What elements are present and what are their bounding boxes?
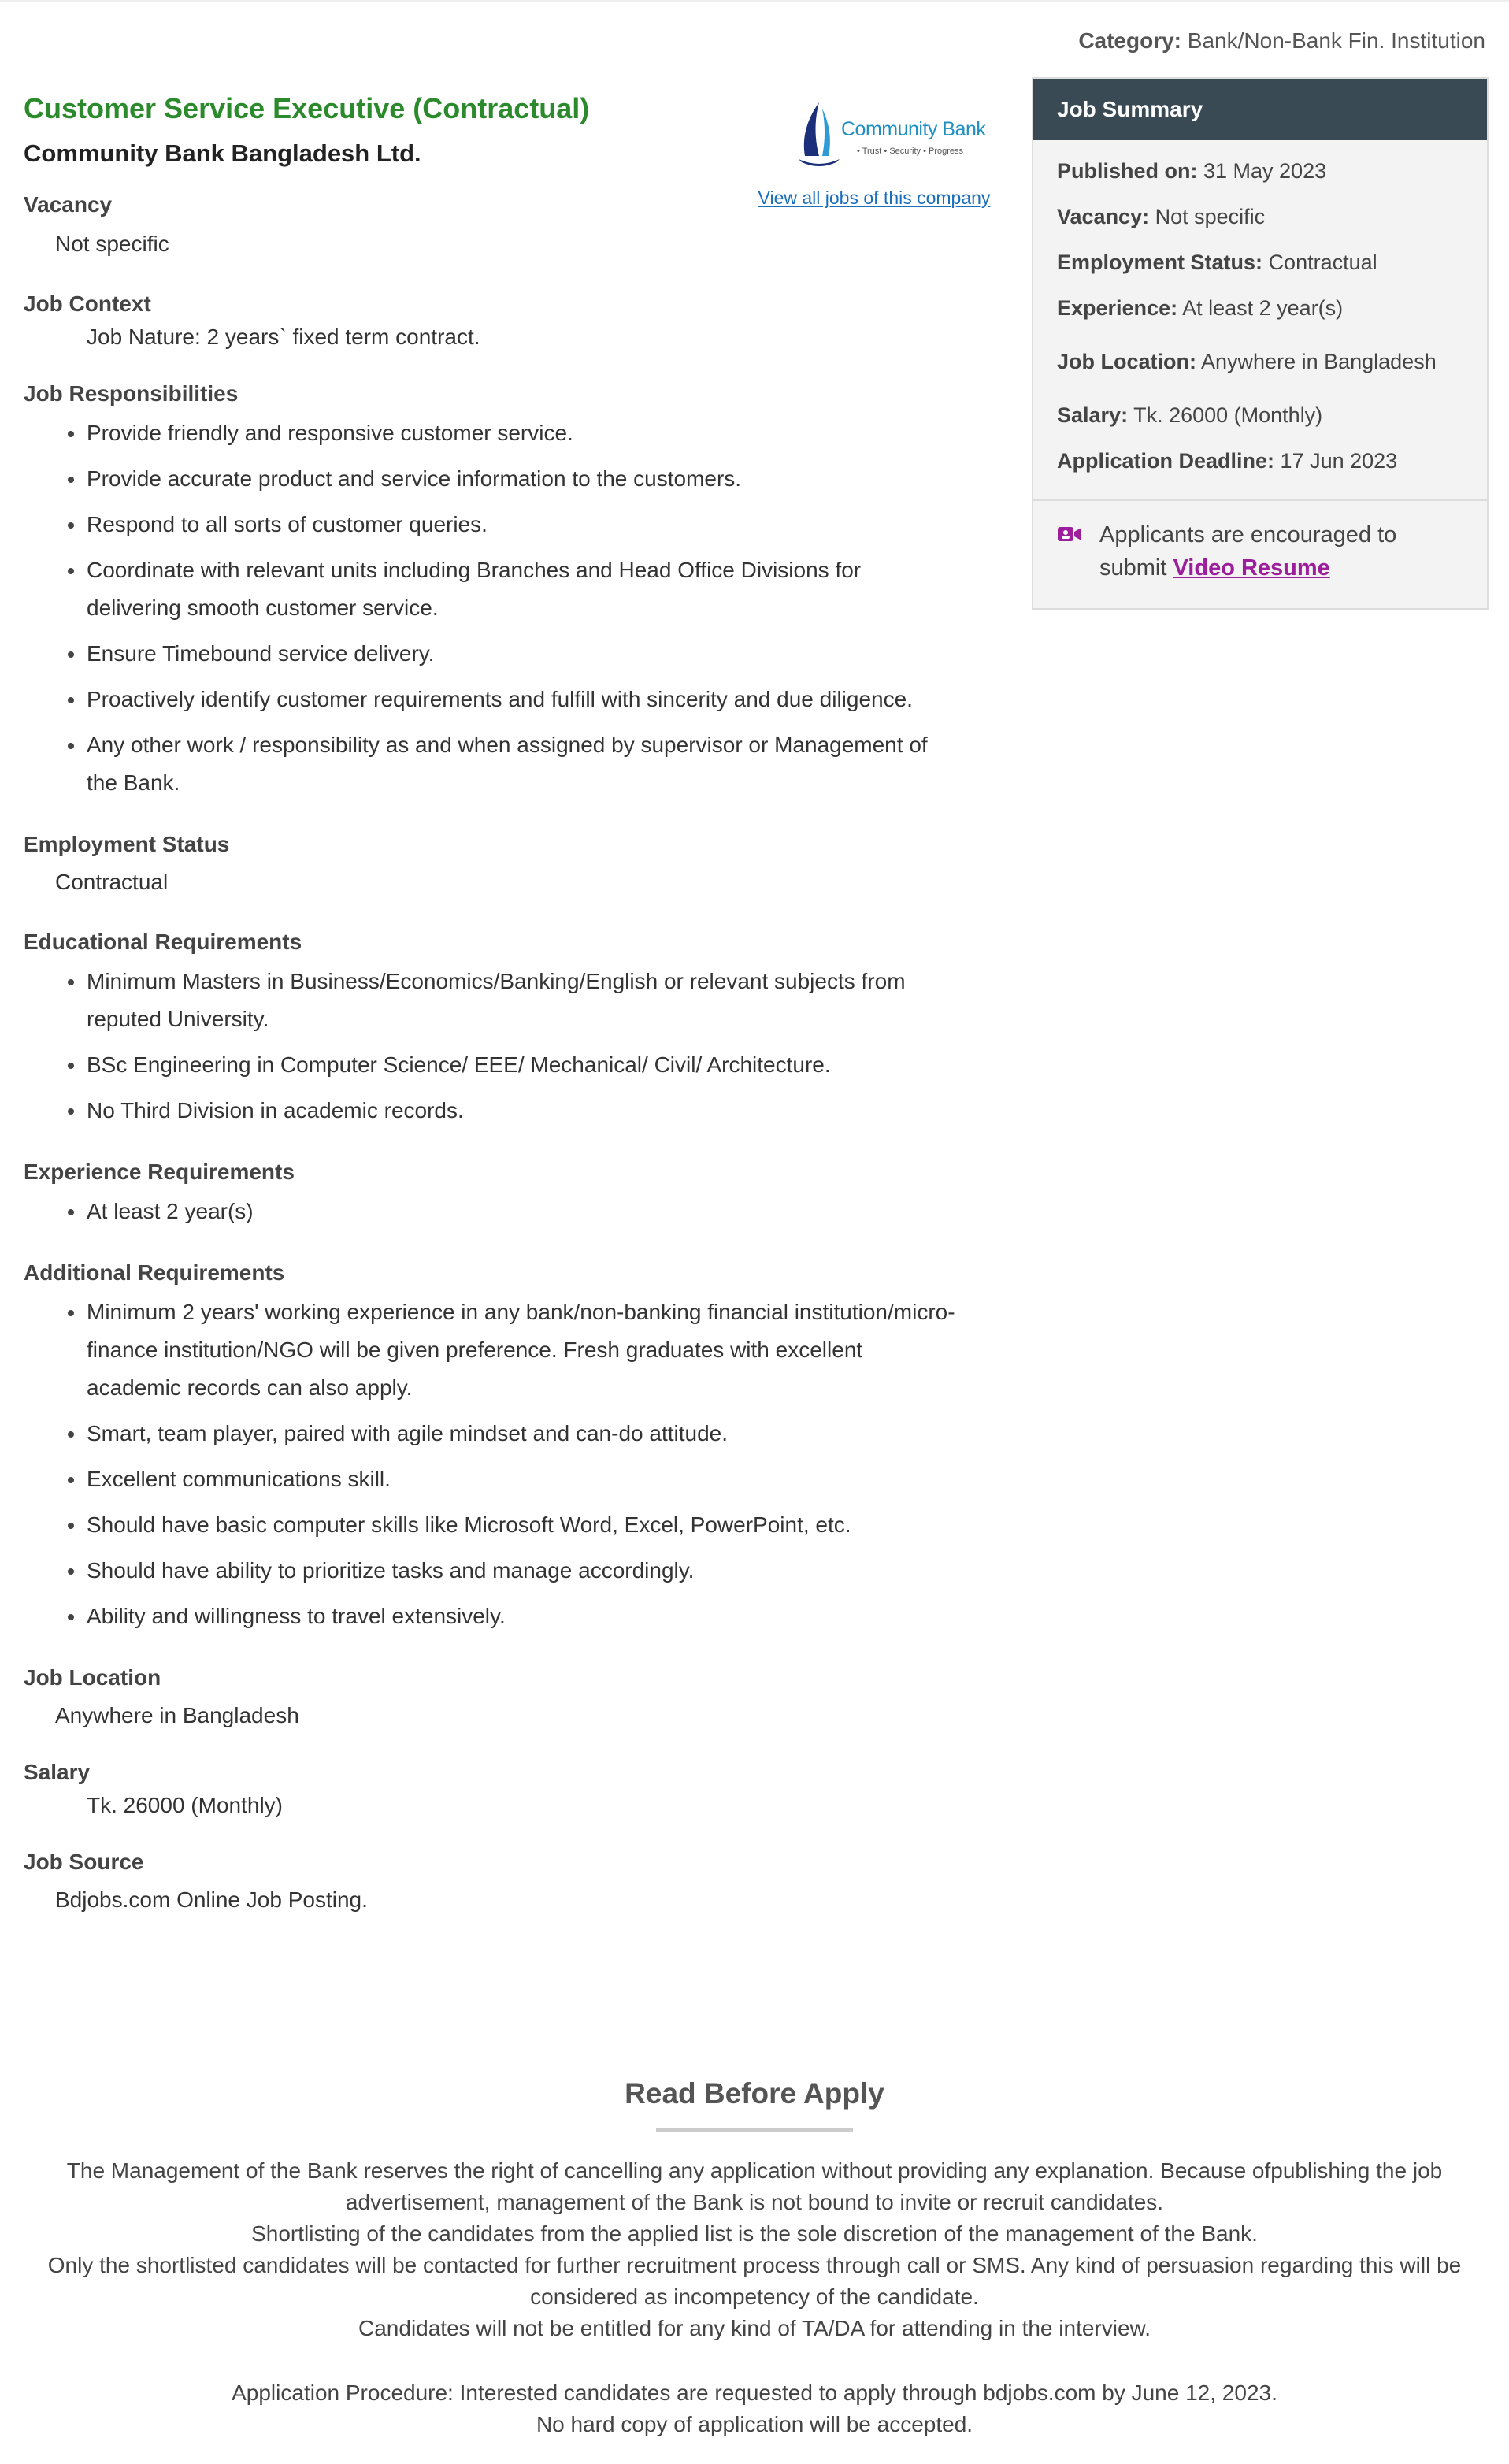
section-title: Experience Requirements — [24, 1160, 295, 1184]
employment-status-section — [24, 829, 961, 900]
section-title: Employment Status — [24, 832, 230, 856]
summary-value: Tk. 26000 (Monthly) — [1133, 403, 1323, 427]
section-title: Educational Requirements — [24, 930, 302, 954]
section-title: Additional Requirements — [24, 1260, 285, 1285]
list-item: No Third Division in academic records. — [63, 1092, 961, 1130]
job-summary-panel — [1032, 77, 1489, 610]
summary-published — [1057, 156, 1463, 186]
section-title: Vacancy — [24, 192, 113, 217]
summary-salary — [1057, 400, 1463, 430]
section-title: Job Location — [24, 1665, 161, 1690]
section-text: Tk. 26000 (Monthly) — [87, 1793, 283, 1817]
job-source-section — [24, 1846, 961, 1917]
list-item: Should have ability to prioritize tasks and manage accordingly. — [63, 1552, 961, 1590]
category-label: Category: — [1078, 28, 1182, 53]
additional-requirements-section — [24, 1257, 961, 1635]
summary-label: Application Deadline: — [1057, 449, 1275, 473]
responsibilities-list — [24, 414, 961, 802]
list-item: Smart, team player, paired with agile mindset and can-do attitude. — [63, 1415, 961, 1453]
summary-value: 17 Jun 2023 — [1280, 449, 1398, 473]
summary-job-location — [1057, 347, 1463, 377]
category-value: Bank/Non-Bank Fin. Institution — [1187, 28, 1485, 53]
section-text: Job Nature: 2 years` fixed term contract. — [87, 325, 480, 349]
experience-list — [24, 1193, 961, 1230]
list-item: Minimum 2 years' working experience in any bank/non-banking financial institution/micro-finance institution/NGO will be given preference. Fresh graduates with excellent academic records can also apply. — [63, 1293, 961, 1407]
section-title: Job Source — [24, 1850, 144, 1874]
procedure-line: No hard copy of application will be accepted. — [536, 2412, 973, 2436]
job-category — [1078, 28, 1485, 54]
read-before-apply-title: Read Before Apply — [625, 2077, 884, 2110]
summary-vacancy — [1057, 202, 1463, 232]
notice-line: The Management of the Bank reserves the right of cancelling any application without providing any explanation. Because ofpublishing the job advertisement, management of the Bank is not bound to invite or recruit candidates. — [66, 2158, 1443, 2214]
list-item: Should have basic computer skills like Microsoft Word, Excel, PowerPoint, etc. — [63, 1506, 961, 1544]
summary-value: Not specific — [1155, 205, 1266, 228]
list-item: Provide accurate product and service information to the customers. — [63, 460, 961, 498]
application-procedure — [0, 2377, 1509, 2440]
section-text: Bdjobs.com Online Job Posting. — [55, 1887, 368, 1912]
top-divider — [0, 0, 1509, 2]
summary-label: Published on: — [1057, 159, 1198, 183]
section-title: Job Context — [24, 291, 151, 316]
title-underline — [656, 2128, 853, 2132]
list-item: Minimum Masters in Business/Economics/Banking/English or relevant subjects from reputed University. — [63, 963, 961, 1038]
list-item: Ability and willingness to travel extensively. — [63, 1598, 961, 1635]
section-text: Contractual — [55, 870, 169, 894]
section-title: Salary — [24, 1760, 91, 1784]
job-summary-title: Job Summary — [1033, 79, 1487, 140]
list-item: Any other work / responsibility as and when assigned by supervisor or Management of the Bank. — [63, 726, 961, 802]
responsibilities-section — [24, 378, 961, 802]
summary-value: At least 2 year(s) — [1182, 296, 1344, 320]
logo-tagline: • Trust • Security • Progress — [857, 147, 964, 156]
read-before-apply — [0, 2072, 1509, 2440]
video-resume-message: Applicants are encouraged to submit — [1099, 522, 1397, 581]
summary-value: Contractual — [1268, 250, 1377, 274]
list-item: Proactively identify customer requirements and fulfill with sincerity and due diligence. — [63, 681, 961, 718]
section-title: Job Responsibilities — [24, 381, 239, 406]
video-resume-text — [1057, 518, 1463, 584]
video-camera-icon — [1057, 525, 1082, 544]
list-item: Respond to all sorts of customer queries. — [63, 506, 961, 544]
list-item: BSc Engineering in Computer Science/ EEE/ Mechanical/ Civil/ Architecture. — [63, 1046, 961, 1084]
list-item: Ensure Timebound service delivery. — [63, 635, 961, 673]
notice-line: Candidates will not be entitled for any kind of TA/DA for attending in the interview. — [358, 2316, 1151, 2340]
summary-label: Experience: — [1057, 296, 1178, 320]
additional-list — [24, 1293, 961, 1635]
list-item: Coordinate with relevant units including Branches and Head Office Divisions for delivering smooth customer service. — [63, 551, 961, 627]
company-logo-block — [756, 95, 992, 268]
job-summary-rows — [1033, 140, 1487, 499]
summary-label: Employment Status: — [1057, 250, 1263, 274]
video-resume-notice — [1033, 499, 1487, 608]
view-all-jobs-link[interactable]: View all jobs of this company — [758, 187, 991, 208]
logo-name: Community Bank — [841, 118, 986, 140]
job-details — [24, 88, 991, 1917]
list-item: At least 2 year(s) — [63, 1193, 961, 1230]
summary-label: Job Location: — [1057, 350, 1196, 373]
notice-line: Shortlisting of the candidates from the applied list is the sole discretion of the management of the Bank. — [251, 2221, 1258, 2246]
education-section — [24, 926, 961, 1130]
job-context-section — [24, 288, 961, 354]
list-item: Excellent communications skill. — [63, 1460, 961, 1498]
summary-label: Vacancy: — [1057, 205, 1150, 228]
education-list — [24, 963, 961, 1130]
company-logo[interactable] — [772, 95, 986, 173]
section-text: Anywhere in Bangladesh — [55, 1703, 299, 1727]
salary-section — [24, 1757, 961, 1823]
video-resume-link[interactable]: Video Resume — [1173, 555, 1330, 581]
summary-value: 31 May 2023 — [1203, 159, 1327, 183]
list-item: Provide friendly and responsive customer service. — [63, 414, 961, 452]
job-title: Customer Service Executive (Contractual) — [24, 92, 590, 124]
summary-experience — [1057, 293, 1463, 323]
summary-deadline — [1057, 446, 1463, 476]
job-location-section — [24, 1662, 961, 1733]
sail-logo-icon — [795, 101, 843, 167]
procedure-line: Application Procedure: Interested candidates are requested to apply through bdjobs.com by June 12, 2023. — [232, 2381, 1277, 2405]
company-name: Community Bank Bangladesh Ltd. — [24, 139, 421, 167]
read-before-apply-body — [0, 2155, 1509, 2344]
notice-line: Only the shortlisted candidates will be contacted for further recruitment process through call or SMS. Any kind of persuasion regarding this will be considered as incompetency of the candidate. — [47, 2253, 1462, 2309]
summary-label: Salary: — [1057, 403, 1129, 427]
summary-employment-status — [1057, 247, 1463, 277]
section-text: Not specific — [55, 232, 169, 256]
summary-value: Anywhere in Bangladesh — [1201, 350, 1437, 373]
experience-section — [24, 1156, 961, 1230]
